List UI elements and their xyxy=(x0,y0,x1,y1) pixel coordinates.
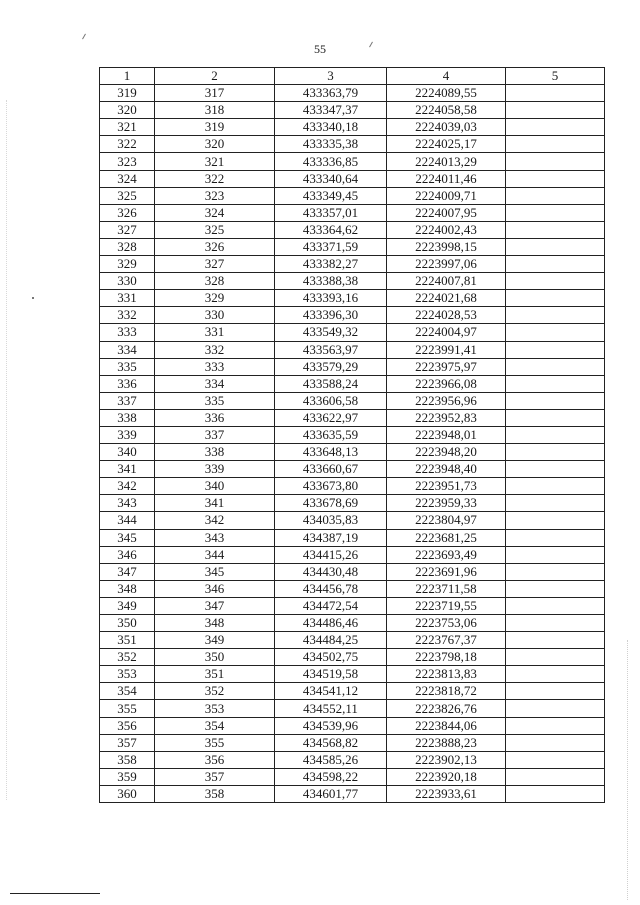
point-number-cell: 347 xyxy=(100,563,155,580)
column-header: 1 xyxy=(100,68,155,85)
note-cell xyxy=(506,256,605,273)
y-coordinate-cell: 2223948,40 xyxy=(387,461,506,478)
note-cell xyxy=(506,546,605,563)
source-number-cell: 342 xyxy=(155,512,275,529)
source-number-cell: 343 xyxy=(155,529,275,546)
x-coordinate-cell: 434552,11 xyxy=(275,700,387,717)
note-cell xyxy=(506,221,605,238)
source-number-cell: 348 xyxy=(155,615,275,632)
point-number-cell: 331 xyxy=(100,290,155,307)
x-coordinate-cell: 434539,96 xyxy=(275,717,387,734)
x-coordinate-cell: 433660,67 xyxy=(275,461,387,478)
x-coordinate-cell: 433336,85 xyxy=(275,153,387,170)
column-header: 2 xyxy=(155,68,275,85)
y-coordinate-cell: 2223966,08 xyxy=(387,375,506,392)
y-coordinate-cell: 2223951,73 xyxy=(387,478,506,495)
y-coordinate-cell: 2223952,83 xyxy=(387,409,506,426)
note-cell xyxy=(506,666,605,683)
y-coordinate-cell: 2223681,25 xyxy=(387,529,506,546)
source-number-cell: 327 xyxy=(155,256,275,273)
note-cell xyxy=(506,136,605,153)
table-row xyxy=(100,563,605,580)
source-number-cell: 352 xyxy=(155,683,275,700)
y-coordinate-cell: 2223693,49 xyxy=(387,546,506,563)
y-coordinate-cell: 2224007,81 xyxy=(387,273,506,290)
note-cell xyxy=(506,273,605,290)
x-coordinate-cell: 434601,77 xyxy=(275,785,387,802)
source-number-cell: 344 xyxy=(155,546,275,563)
source-number-cell: 355 xyxy=(155,734,275,751)
source-number-cell: 353 xyxy=(155,700,275,717)
y-coordinate-cell: 2224013,29 xyxy=(387,153,506,170)
point-number-cell: 341 xyxy=(100,461,155,478)
x-coordinate-cell: 433579,29 xyxy=(275,358,387,375)
note-cell xyxy=(506,170,605,187)
column-header: 5 xyxy=(506,68,605,85)
table-row xyxy=(100,392,605,409)
source-number-cell: 349 xyxy=(155,632,275,649)
x-coordinate-cell: 433371,59 xyxy=(275,238,387,255)
point-number-cell: 333 xyxy=(100,324,155,341)
source-number-cell: 341 xyxy=(155,495,275,512)
note-cell xyxy=(506,734,605,751)
table-row xyxy=(100,751,605,768)
point-number-cell: 322 xyxy=(100,136,155,153)
y-coordinate-cell: 2224002,43 xyxy=(387,221,506,238)
note-cell xyxy=(506,632,605,649)
y-coordinate-cell: 2224058,58 xyxy=(387,102,506,119)
note-cell xyxy=(506,409,605,426)
table-row xyxy=(100,375,605,392)
note-cell xyxy=(506,341,605,358)
source-number-cell: 324 xyxy=(155,204,275,221)
source-number-cell: 318 xyxy=(155,102,275,119)
note-cell xyxy=(506,563,605,580)
y-coordinate-cell: 2223902,13 xyxy=(387,751,506,768)
note-cell xyxy=(506,529,605,546)
source-number-cell: 330 xyxy=(155,307,275,324)
table-row xyxy=(100,717,605,734)
point-number-cell: 359 xyxy=(100,768,155,785)
table-row xyxy=(100,273,605,290)
source-number-cell: 340 xyxy=(155,478,275,495)
point-number-cell: 350 xyxy=(100,615,155,632)
note-cell xyxy=(506,580,605,597)
y-coordinate-cell: 2223948,20 xyxy=(387,444,506,461)
table-row xyxy=(100,85,605,102)
table-row xyxy=(100,290,605,307)
y-coordinate-cell: 2223826,76 xyxy=(387,700,506,717)
note-cell xyxy=(506,717,605,734)
table-row xyxy=(100,768,605,785)
table-row xyxy=(100,409,605,426)
y-coordinate-cell: 2224039,03 xyxy=(387,119,506,136)
note-cell xyxy=(506,683,605,700)
note-cell xyxy=(506,751,605,768)
x-coordinate-cell: 433335,38 xyxy=(275,136,387,153)
x-coordinate-cell: 433606,58 xyxy=(275,392,387,409)
coordinates-table xyxy=(99,67,605,803)
left-edge-dots xyxy=(6,100,8,800)
x-coordinate-cell: 433678,69 xyxy=(275,495,387,512)
table-row xyxy=(100,204,605,221)
x-coordinate-cell: 433648,13 xyxy=(275,444,387,461)
source-number-cell: 322 xyxy=(155,170,275,187)
point-number-cell: 353 xyxy=(100,666,155,683)
source-number-cell: 328 xyxy=(155,273,275,290)
scan-mark xyxy=(82,34,86,40)
x-coordinate-cell: 433393,16 xyxy=(275,290,387,307)
point-number-cell: 355 xyxy=(100,700,155,717)
point-number-cell: 342 xyxy=(100,478,155,495)
y-coordinate-cell: 2223711,58 xyxy=(387,580,506,597)
y-coordinate-cell: 2224028,53 xyxy=(387,307,506,324)
source-number-cell: 333 xyxy=(155,358,275,375)
x-coordinate-cell: 434585,26 xyxy=(275,751,387,768)
y-coordinate-cell: 2223753,06 xyxy=(387,615,506,632)
y-coordinate-cell: 2223933,61 xyxy=(387,785,506,802)
table-row xyxy=(100,615,605,632)
table-row xyxy=(100,666,605,683)
table-row xyxy=(100,324,605,341)
note-cell xyxy=(506,478,605,495)
note-cell xyxy=(506,290,605,307)
source-number-cell: 346 xyxy=(155,580,275,597)
y-coordinate-cell: 2223804,97 xyxy=(387,512,506,529)
table-row xyxy=(100,102,605,119)
point-number-cell: 324 xyxy=(100,170,155,187)
table-row xyxy=(100,187,605,204)
x-coordinate-cell: 434568,82 xyxy=(275,734,387,751)
x-coordinate-cell: 434456,78 xyxy=(275,580,387,597)
y-coordinate-cell: 2223975,97 xyxy=(387,358,506,375)
point-number-cell: 321 xyxy=(100,119,155,136)
source-number-cell: 337 xyxy=(155,426,275,443)
point-number-cell: 360 xyxy=(100,785,155,802)
table-body xyxy=(100,68,605,803)
y-coordinate-cell: 2223998,15 xyxy=(387,238,506,255)
x-coordinate-cell: 434486,46 xyxy=(275,615,387,632)
note-cell xyxy=(506,426,605,443)
point-number-cell: 344 xyxy=(100,512,155,529)
source-number-cell: 320 xyxy=(155,136,275,153)
source-number-cell: 338 xyxy=(155,444,275,461)
y-coordinate-cell: 2224021,68 xyxy=(387,290,506,307)
x-coordinate-cell: 434598,22 xyxy=(275,768,387,785)
x-coordinate-cell: 434519,58 xyxy=(275,666,387,683)
source-number-cell: 317 xyxy=(155,85,275,102)
x-coordinate-cell: 433635,59 xyxy=(275,426,387,443)
point-number-cell: 335 xyxy=(100,358,155,375)
note-cell xyxy=(506,597,605,614)
note-cell xyxy=(506,375,605,392)
table-row xyxy=(100,153,605,170)
point-number-cell: 358 xyxy=(100,751,155,768)
source-number-cell: 356 xyxy=(155,751,275,768)
point-number-cell: 337 xyxy=(100,392,155,409)
y-coordinate-cell: 2223948,01 xyxy=(387,426,506,443)
table-row xyxy=(100,170,605,187)
y-coordinate-cell: 2223959,33 xyxy=(387,495,506,512)
x-coordinate-cell: 433349,45 xyxy=(275,187,387,204)
source-number-cell: 329 xyxy=(155,290,275,307)
x-coordinate-cell: 434035,83 xyxy=(275,512,387,529)
point-number-cell: 323 xyxy=(100,153,155,170)
x-coordinate-cell: 433357,01 xyxy=(275,204,387,221)
x-coordinate-cell: 433549,32 xyxy=(275,324,387,341)
source-number-cell: 351 xyxy=(155,666,275,683)
note-cell xyxy=(506,615,605,632)
x-coordinate-cell: 433340,64 xyxy=(275,170,387,187)
point-number-cell: 357 xyxy=(100,734,155,751)
x-coordinate-cell: 433388,38 xyxy=(275,273,387,290)
y-coordinate-cell: 2223888,23 xyxy=(387,734,506,751)
table-row xyxy=(100,221,605,238)
point-number-cell: 343 xyxy=(100,495,155,512)
x-coordinate-cell: 433382,27 xyxy=(275,256,387,273)
x-coordinate-cell: 433588,24 xyxy=(275,375,387,392)
source-number-cell: 347 xyxy=(155,597,275,614)
y-coordinate-cell: 2224089,55 xyxy=(387,85,506,102)
x-coordinate-cell: 434430,48 xyxy=(275,563,387,580)
y-coordinate-cell: 2223844,06 xyxy=(387,717,506,734)
source-number-cell: 332 xyxy=(155,341,275,358)
table-row xyxy=(100,136,605,153)
point-number-cell: 329 xyxy=(100,256,155,273)
note-cell xyxy=(506,187,605,204)
table-row xyxy=(100,461,605,478)
x-coordinate-cell: 433364,62 xyxy=(275,221,387,238)
x-coordinate-cell: 433673,80 xyxy=(275,478,387,495)
note-cell xyxy=(506,119,605,136)
table-row xyxy=(100,649,605,666)
point-number-cell: 320 xyxy=(100,102,155,119)
point-number-cell: 338 xyxy=(100,409,155,426)
note-cell xyxy=(506,768,605,785)
table-row xyxy=(100,512,605,529)
page-number: 55 xyxy=(314,42,326,56)
note-cell xyxy=(506,307,605,324)
point-number-cell: 351 xyxy=(100,632,155,649)
note-cell xyxy=(506,324,605,341)
table-row xyxy=(100,734,605,751)
source-number-cell: 331 xyxy=(155,324,275,341)
x-coordinate-cell: 433396,30 xyxy=(275,307,387,324)
note-cell xyxy=(506,495,605,512)
source-number-cell: 358 xyxy=(155,785,275,802)
y-coordinate-cell: 2223767,37 xyxy=(387,632,506,649)
y-coordinate-cell: 2224025,17 xyxy=(387,136,506,153)
source-number-cell: 336 xyxy=(155,409,275,426)
table-row xyxy=(100,478,605,495)
point-number-cell: 319 xyxy=(100,85,155,102)
source-number-cell: 323 xyxy=(155,187,275,204)
note-cell xyxy=(506,358,605,375)
source-number-cell: 321 xyxy=(155,153,275,170)
point-number-cell: 348 xyxy=(100,580,155,597)
note-cell xyxy=(506,238,605,255)
table-row xyxy=(100,444,605,461)
source-number-cell: 335 xyxy=(155,392,275,409)
x-coordinate-cell: 433340,18 xyxy=(275,119,387,136)
x-coordinate-cell: 433347,37 xyxy=(275,102,387,119)
table-row xyxy=(100,597,605,614)
table-row xyxy=(100,700,605,717)
point-number-cell: 327 xyxy=(100,221,155,238)
footer-rule xyxy=(10,893,100,894)
y-coordinate-cell: 2223997,06 xyxy=(387,256,506,273)
x-coordinate-cell: 434415,26 xyxy=(275,546,387,563)
x-coordinate-cell: 434472,54 xyxy=(275,597,387,614)
right-edge-dots xyxy=(627,640,629,900)
table-row xyxy=(100,358,605,375)
note-cell xyxy=(506,392,605,409)
table-row xyxy=(100,238,605,255)
table-row xyxy=(100,495,605,512)
x-coordinate-cell: 434387,19 xyxy=(275,529,387,546)
y-coordinate-cell: 2223798,18 xyxy=(387,649,506,666)
y-coordinate-cell: 2224009,71 xyxy=(387,187,506,204)
table-header-row xyxy=(100,68,605,85)
scan-mark xyxy=(32,297,34,299)
note-cell xyxy=(506,785,605,802)
source-number-cell: 339 xyxy=(155,461,275,478)
point-number-cell: 345 xyxy=(100,529,155,546)
x-coordinate-cell: 433622,97 xyxy=(275,409,387,426)
point-number-cell: 325 xyxy=(100,187,155,204)
table-row xyxy=(100,785,605,802)
table-row xyxy=(100,341,605,358)
source-number-cell: 345 xyxy=(155,563,275,580)
point-number-cell: 349 xyxy=(100,597,155,614)
point-number-cell: 326 xyxy=(100,204,155,221)
point-number-cell: 340 xyxy=(100,444,155,461)
table-row xyxy=(100,632,605,649)
x-coordinate-cell: 434541,12 xyxy=(275,683,387,700)
table-row xyxy=(100,546,605,563)
y-coordinate-cell: 2223818,72 xyxy=(387,683,506,700)
column-header: 3 xyxy=(275,68,387,85)
point-number-cell: 334 xyxy=(100,341,155,358)
column-header: 4 xyxy=(387,68,506,85)
source-number-cell: 319 xyxy=(155,119,275,136)
note-cell xyxy=(506,153,605,170)
y-coordinate-cell: 2223920,18 xyxy=(387,768,506,785)
y-coordinate-cell: 2223956,96 xyxy=(387,392,506,409)
y-coordinate-cell: 2224004,97 xyxy=(387,324,506,341)
y-coordinate-cell: 2224007,95 xyxy=(387,204,506,221)
point-number-cell: 336 xyxy=(100,375,155,392)
point-number-cell: 328 xyxy=(100,238,155,255)
table-row xyxy=(100,426,605,443)
x-coordinate-cell: 433363,79 xyxy=(275,85,387,102)
note-cell xyxy=(506,204,605,221)
point-number-cell: 332 xyxy=(100,307,155,324)
x-coordinate-cell: 434484,25 xyxy=(275,632,387,649)
source-number-cell: 325 xyxy=(155,221,275,238)
y-coordinate-cell: 2223813,83 xyxy=(387,666,506,683)
note-cell xyxy=(506,461,605,478)
note-cell xyxy=(506,512,605,529)
y-coordinate-cell: 2223719,55 xyxy=(387,597,506,614)
note-cell xyxy=(506,102,605,119)
source-number-cell: 326 xyxy=(155,238,275,255)
note-cell xyxy=(506,649,605,666)
note-cell xyxy=(506,85,605,102)
note-cell xyxy=(506,444,605,461)
x-coordinate-cell: 433563,97 xyxy=(275,341,387,358)
source-number-cell: 357 xyxy=(155,768,275,785)
point-number-cell: 352 xyxy=(100,649,155,666)
point-number-cell: 354 xyxy=(100,683,155,700)
table-row xyxy=(100,307,605,324)
point-number-cell: 356 xyxy=(100,717,155,734)
table-row xyxy=(100,580,605,597)
point-number-cell: 339 xyxy=(100,426,155,443)
source-number-cell: 354 xyxy=(155,717,275,734)
y-coordinate-cell: 2223691,96 xyxy=(387,563,506,580)
note-cell xyxy=(506,700,605,717)
y-coordinate-cell: 2224011,46 xyxy=(387,170,506,187)
point-number-cell: 346 xyxy=(100,546,155,563)
y-coordinate-cell: 2223991,41 xyxy=(387,341,506,358)
source-number-cell: 350 xyxy=(155,649,275,666)
x-coordinate-cell: 434502,75 xyxy=(275,649,387,666)
table-row xyxy=(100,119,605,136)
table-row xyxy=(100,529,605,546)
table-row xyxy=(100,256,605,273)
source-number-cell: 334 xyxy=(155,375,275,392)
table-row xyxy=(100,683,605,700)
point-number-cell: 330 xyxy=(100,273,155,290)
